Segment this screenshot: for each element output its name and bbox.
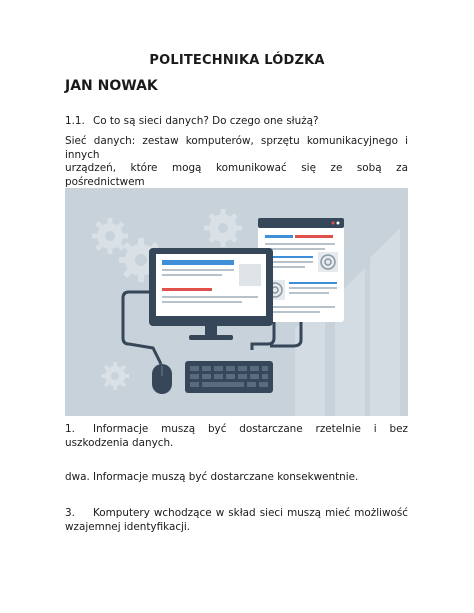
document-title: POLITECHNIKA LÓDZKA bbox=[149, 53, 325, 68]
list-item bbox=[65, 423, 408, 450]
author-name: JAN NOWAK bbox=[65, 78, 158, 94]
list-item bbox=[65, 507, 408, 534]
mouse-icon bbox=[152, 364, 172, 394]
list-item-number: 1. bbox=[65, 423, 75, 435]
keyboard-icon bbox=[185, 361, 273, 393]
section-heading bbox=[65, 115, 410, 127]
section-number: 1.1. bbox=[65, 115, 85, 127]
paragraph-line: urządzeń, które mogą komunikować się ze sobą za pośrednictwem bbox=[65, 162, 408, 188]
paragraph-line: Sieć danych: zestaw komputerów, sprzętu komunikacyjnego i innych bbox=[65, 135, 408, 161]
list-item-text: Informacje muszą być dostarczane rzetelnie i bez uszkodzenia danych. bbox=[65, 423, 408, 449]
list-item-number: dwa. bbox=[65, 471, 90, 483]
list-item-text: Informacje muszą być dostarczane konsekwentnie. bbox=[93, 471, 359, 483]
list-item-text: Komputery wchodzące w skład sieci muszą mieć możliwość wzajemnej identyfikacji. bbox=[65, 507, 408, 533]
list-item bbox=[65, 471, 408, 485]
gear-icon bbox=[101, 362, 129, 390]
list-item-number: 3. bbox=[65, 507, 75, 519]
gear-icon bbox=[92, 218, 128, 254]
section-question: Co to są sieci danych? Do czego one służą? bbox=[93, 115, 319, 127]
computer-network-illustration bbox=[65, 188, 408, 416]
